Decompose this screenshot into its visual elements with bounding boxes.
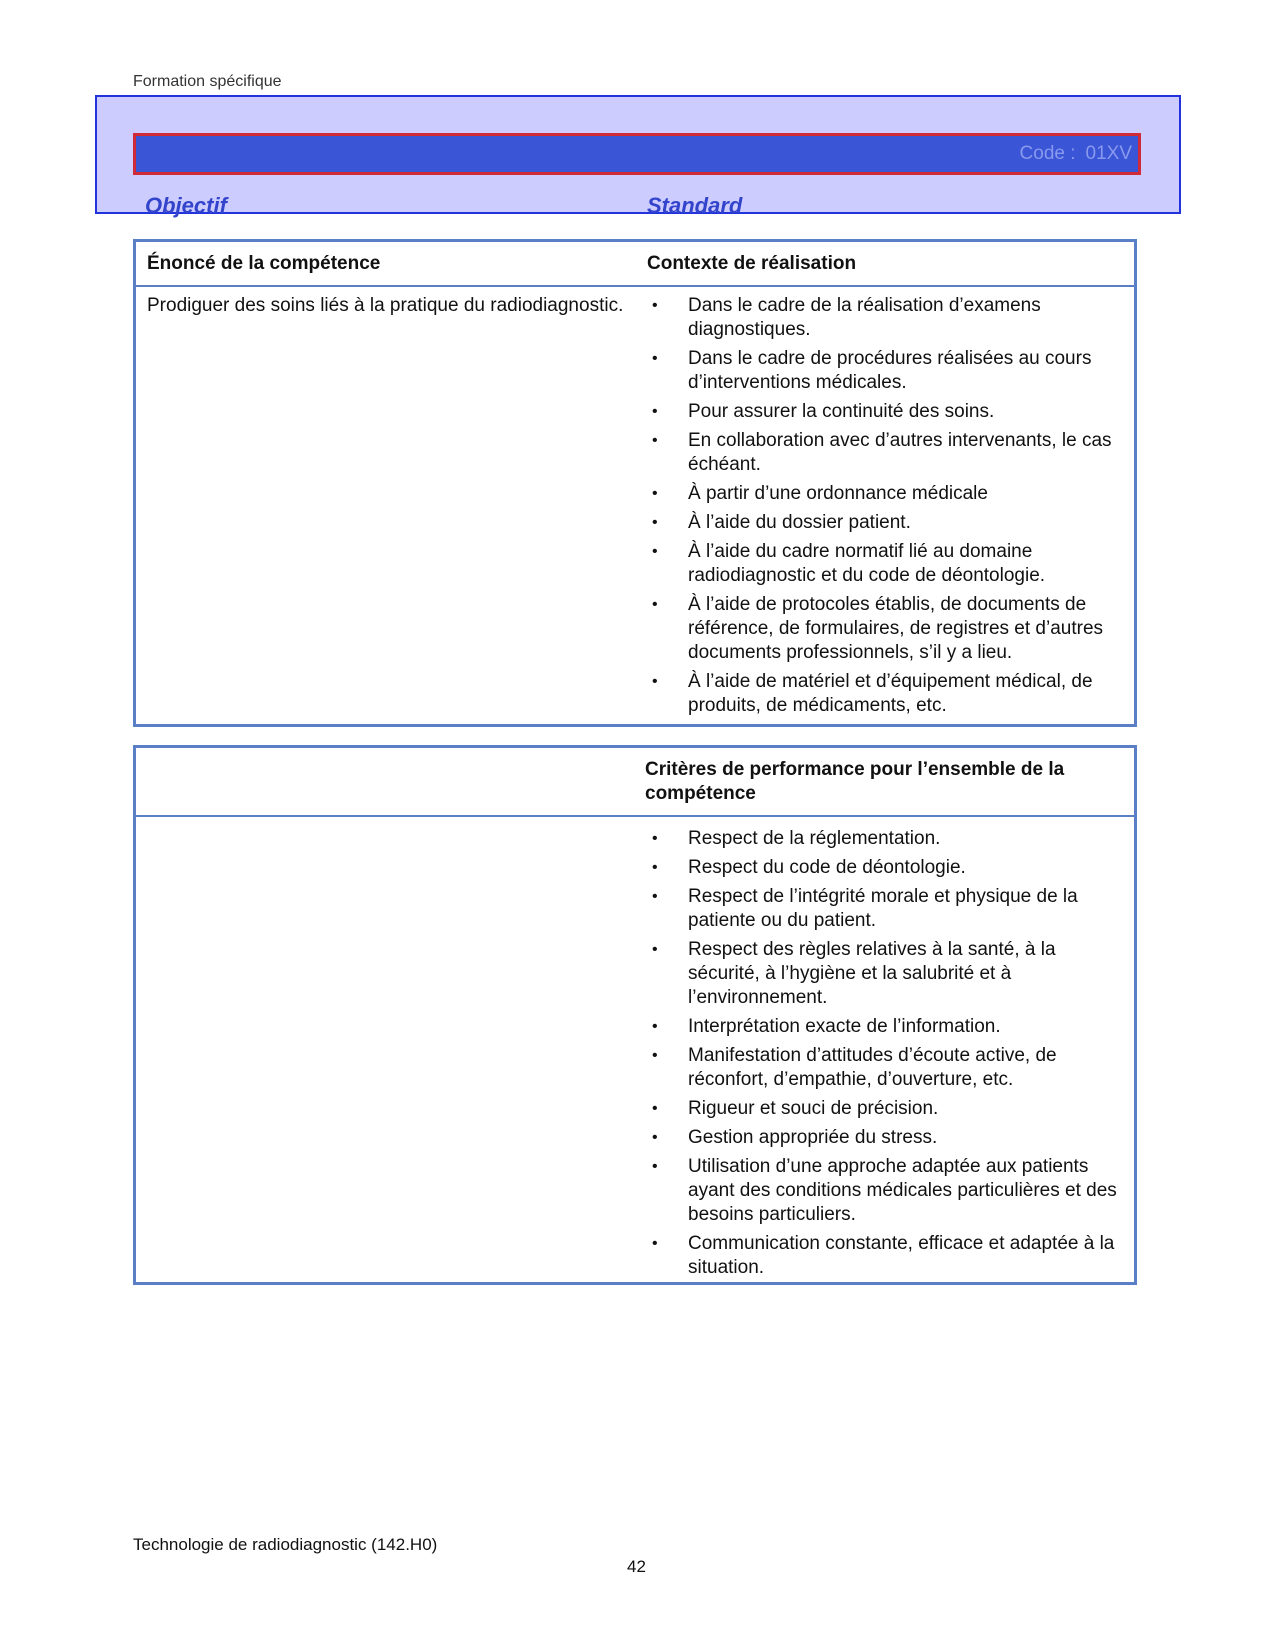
list-item: • Respect de la réglementation.: [652, 828, 941, 849]
box-header-row: [136, 242, 1134, 287]
list-item: • Gestion appropriée du stress.: [652, 1127, 938, 1148]
list-item: • Dans le cadre de la réalisation d’examens diagnostiques.: [652, 295, 1041, 340]
list-item: • Communication constante, efficace et adaptée à la situation.: [652, 1233, 1115, 1278]
code-bar: [133, 133, 1141, 175]
performance-criteria-box: [133, 745, 1137, 1285]
list-item: • À l’aide du dossier patient.: [652, 512, 911, 533]
list-item: • À l’aide de matériel et d’équipement médical, de produits, de médicaments, etc.: [652, 671, 1093, 716]
box-header-row: [136, 748, 1134, 817]
list-item: • À l’aide du cadre normatif lié au domaine radiodiagnostic et du code de déontologie.: [652, 541, 1046, 586]
footer-program: Technologie de radiodiagnostic (142.H0): [133, 1535, 438, 1554]
list-item: • Manifestation d’attitudes d’écoute active, de réconfort, d’empathie, d’ouverture, etc.: [652, 1045, 1057, 1090]
competence-statement: Prodiguer des soins liés à la pratique du radiodiagnostic.: [147, 295, 624, 316]
list-item: • Respect du code de déontologie.: [652, 857, 966, 878]
list-item: • Interprétation exacte de l’information.: [652, 1016, 1001, 1037]
list-item: • Utilisation d’une approche adaptée aux patients ayant des conditions médicales particulières et des besoins particuliers.: [652, 1156, 1117, 1225]
list-item: • Respect des règles relatives à la santé, à la sécurité, à l’hygiène et la salubrité et à l’environnement.: [652, 939, 1056, 1008]
list-item: • Pour assurer la continuité des soins.: [652, 401, 995, 422]
criteria-list: [650, 827, 1124, 1285]
page-number: 42: [627, 1557, 646, 1576]
objective-title: Objectif: [145, 193, 227, 218]
standard-title: Standard: [647, 193, 743, 218]
running-header: Formation spécifique: [133, 73, 282, 90]
context-list: [650, 294, 1124, 723]
competence-statement-header: Énoncé de la compétence: [147, 253, 381, 274]
list-item: • À partir d’une ordonnance médicale: [652, 483, 988, 504]
list-item: • Respect de l’intégrité morale et physique de la patiente ou du patient.: [652, 886, 1078, 931]
context-header: Contexte de réalisation: [647, 253, 857, 274]
criteria-header: Critères de performance pour l’ensemble de la compétence: [645, 759, 1065, 804]
list-item: • En collaboration avec d’autres intervenants, le cas échéant.: [652, 430, 1112, 475]
list-item: • Dans le cadre de procédures réalisées au cours d’interventions médicales.: [652, 348, 1092, 393]
code-value: 01XV: [1085, 143, 1132, 164]
competence-context-box: [133, 239, 1137, 727]
code-label: Code :: [1019, 143, 1076, 164]
list-item: • À l’aide de protocoles établis, de documents de référence, de formulaires, de registres et d’autres documents professionnels, s’il y a lieu.: [652, 594, 1104, 663]
list-item: • Rigueur et souci de précision.: [652, 1098, 939, 1119]
